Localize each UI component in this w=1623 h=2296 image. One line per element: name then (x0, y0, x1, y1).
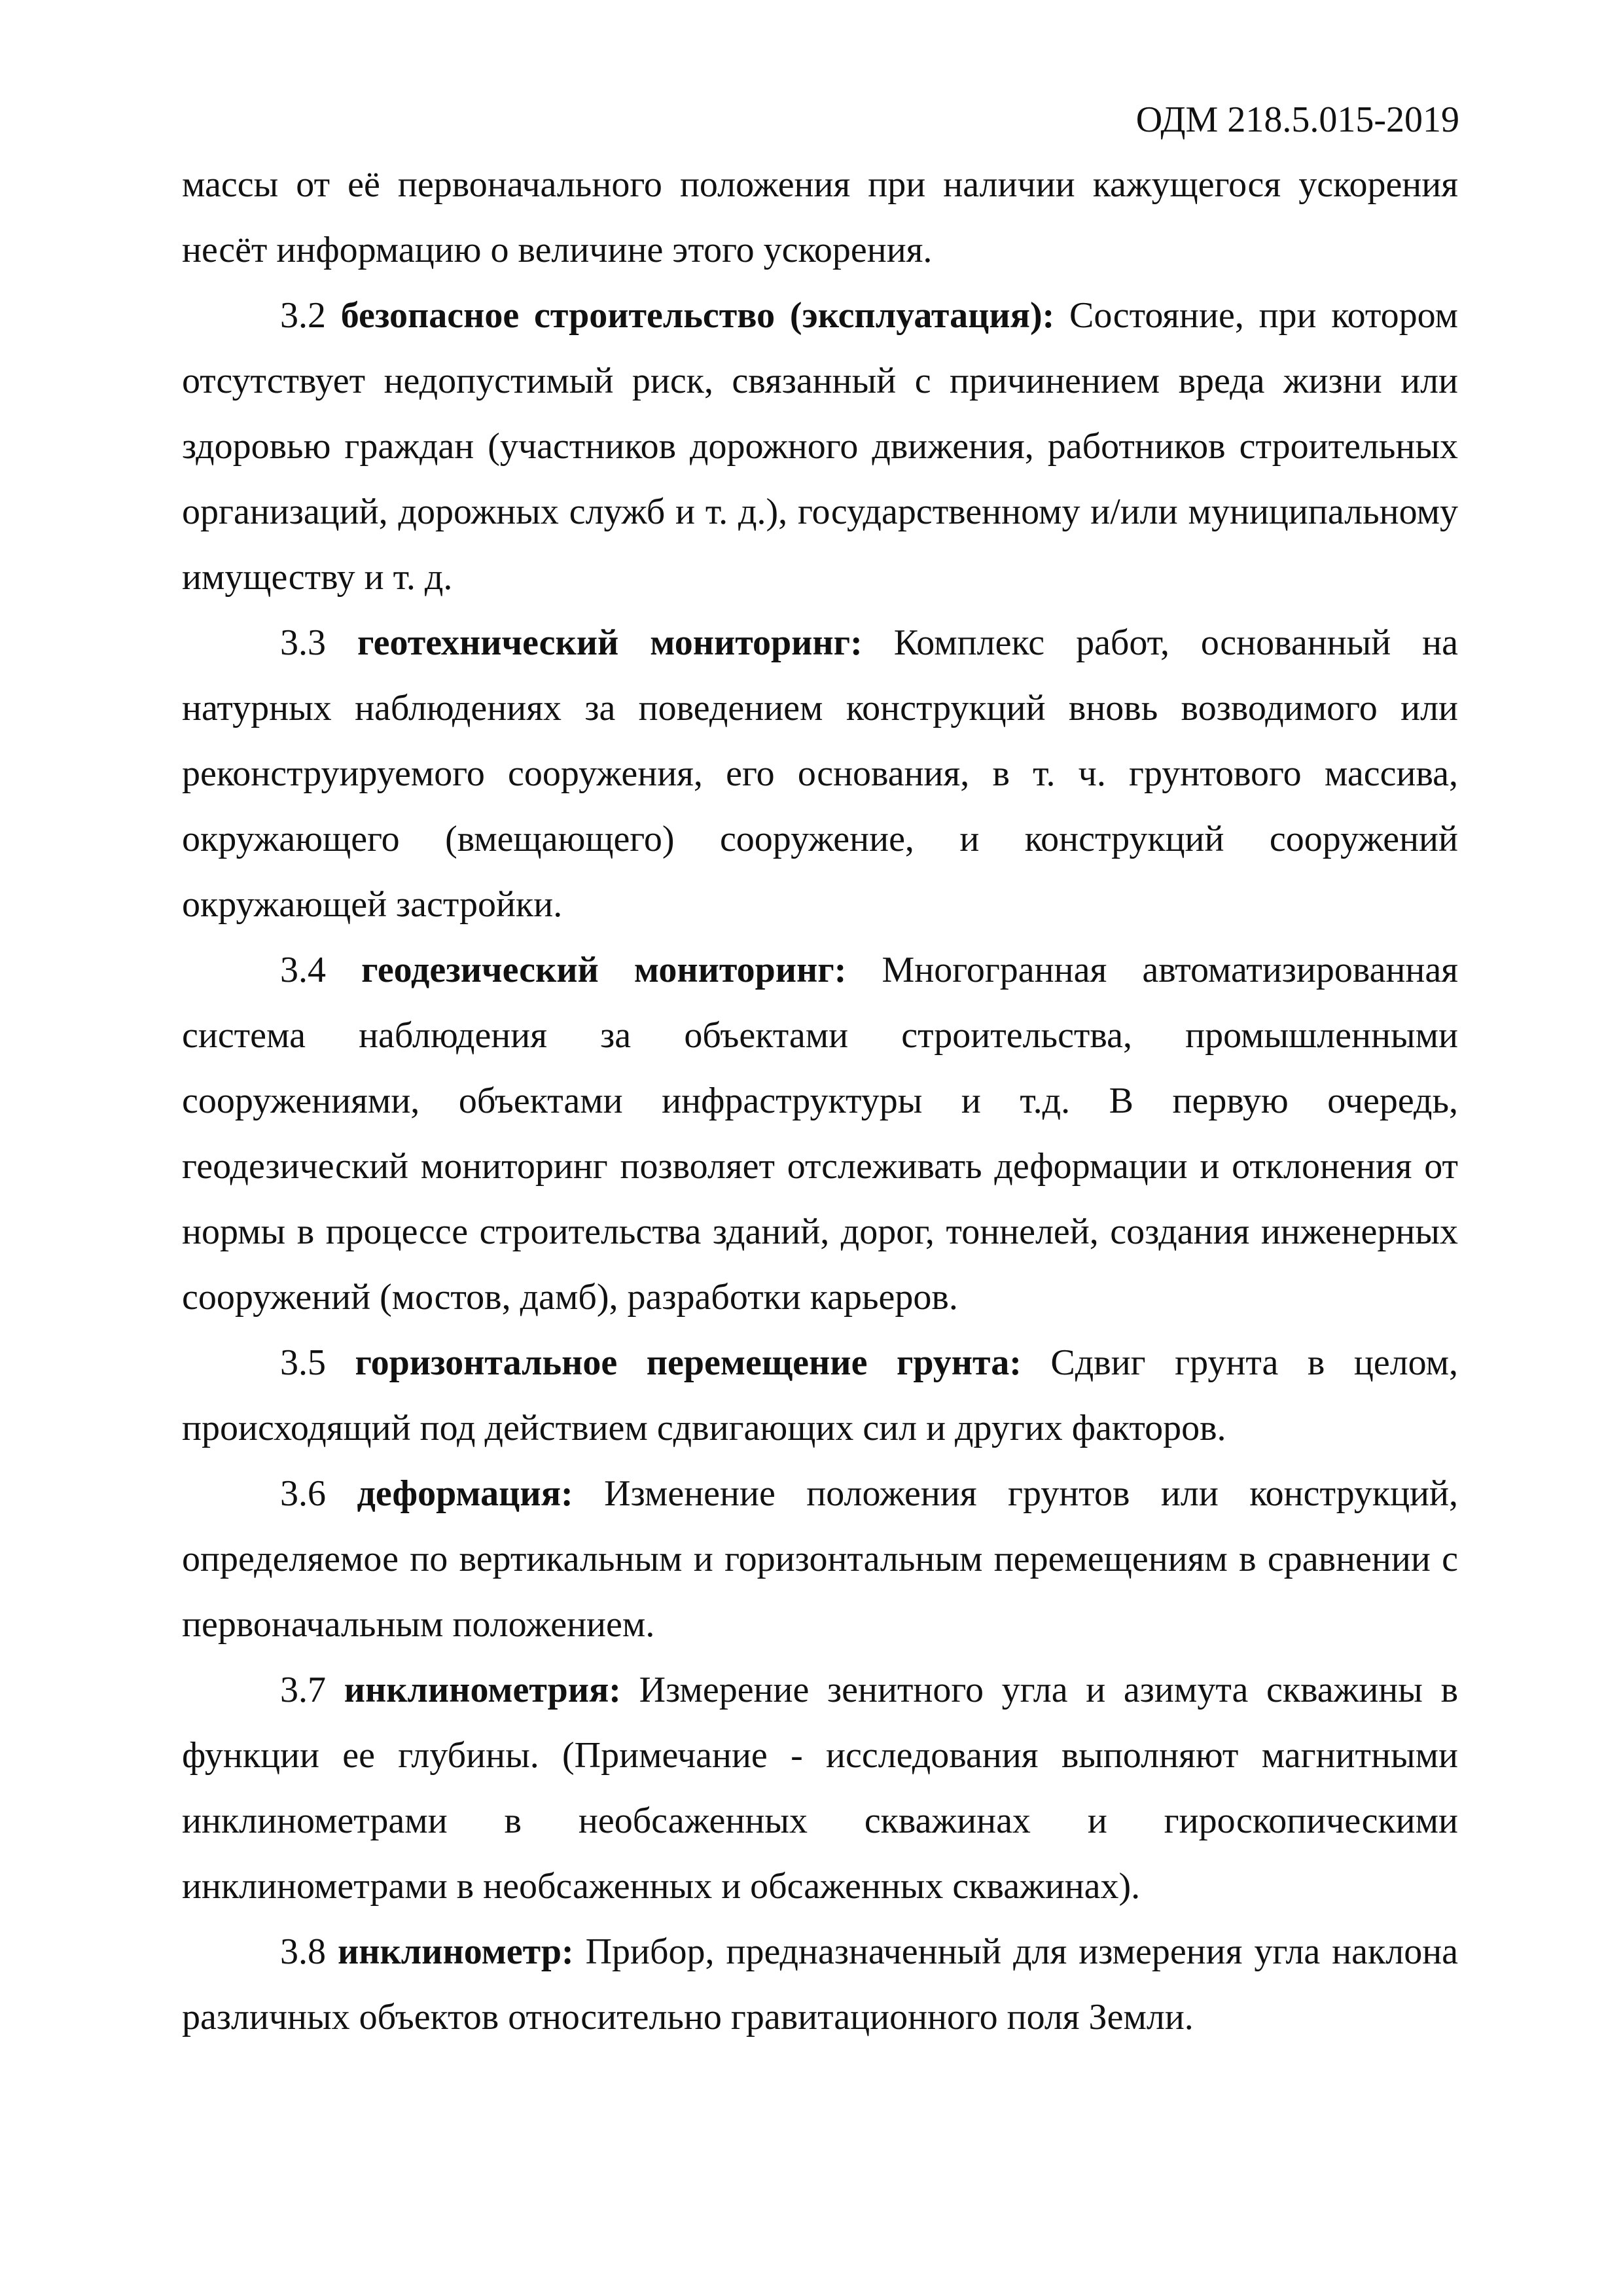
definition-number: 3.6 (280, 1473, 326, 1514)
definition-term: горизонтальное перемещение грунта: (355, 1342, 1022, 1383)
definition-text: Состояние, при котором отсутствует недопустимый риск, связанный с причинением вреда жизни или здоровью граждан (участников дорожного движения, работников строительных организаций, дорожных служб и т. д.), государственному и/или муниципальному имуществу и т. д. (182, 295, 1458, 598)
definition-3-3 (182, 610, 1458, 937)
definition-number: 3.4 (280, 950, 326, 990)
definition-3-5 (182, 1330, 1458, 1461)
definition-text: Измерение зенитного угла и азимута скважины в функции ее глубины. (Примечание - исследования выполняют магнитными инклинометрами в необсаженных скважинах и гироскопическими инклинометрами в необсаженных и обсаженных скважинах). (182, 1670, 1459, 1907)
definition-number: 3.7 (280, 1670, 326, 1710)
definition-number: 3.2 (280, 295, 326, 336)
document-body (182, 152, 1458, 2050)
definition-term: безопасное строительство (эксплуатация): (340, 295, 1055, 336)
definition-number: 3.5 (280, 1342, 326, 1383)
definition-text: Комплекс работ, основанный на натурных наблюдениях за поведением конструкций вновь возводимого или реконструируемого сооружения, его основания, в т. ч. грунтового массива, окружающего (вмещающего) сооружение, и конструкций сооружений окружающей застройки. (182, 622, 1459, 925)
definition-text: Изменение положения грунтов или конструкций, определяемое по вертикальным и горизонтальным перемещениям в сравнении с первоначальным положением. (182, 1473, 1458, 1645)
definition-3-4 (182, 937, 1458, 1330)
document-code-header: ОДМ 218.5.015-2019 (1135, 99, 1459, 140)
definition-text: Прибор, предназначенный для измерения угла наклона различных объектов относительно гравитационного поля Земли. (182, 1931, 1459, 2037)
definition-3-8 (182, 1919, 1458, 2050)
definition-3-6 (182, 1461, 1458, 1657)
definition-number: 3.8 (280, 1931, 326, 1972)
continuation-paragraph: массы от её первоначального положения при наличии кажущегося ускорения несёт информацию о величине этого ускорения. (182, 164, 1458, 270)
definition-term: инклинометрия: (344, 1670, 621, 1710)
definition-term: деформация: (357, 1473, 573, 1514)
definition-number: 3.3 (280, 622, 326, 663)
definition-term: инклинометр: (337, 1931, 574, 1972)
definition-term: геодезический мониторинг: (361, 950, 847, 990)
definition-text: Сдвиг грунта в целом, происходящий под действием сдвигающих сил и других факторов. (182, 1342, 1459, 1448)
definition-3-2 (182, 283, 1458, 610)
definition-text: Многогранная автоматизированная система наблюдения за объектами строительства, промышленными сооружениями, объектами инфраструктуры и т.д. В первую очередь, геодезический мониторинг позволяет отслеживать деформации и отклонения от нормы в процессе строительства зданий, дорог, тоннелей, создания инженерных сооружений (мостов, дамб), разработки карьеров. (182, 950, 1459, 1318)
definition-term: геотехнический мониторинг: (357, 622, 863, 663)
definition-3-7 (182, 1657, 1458, 1919)
